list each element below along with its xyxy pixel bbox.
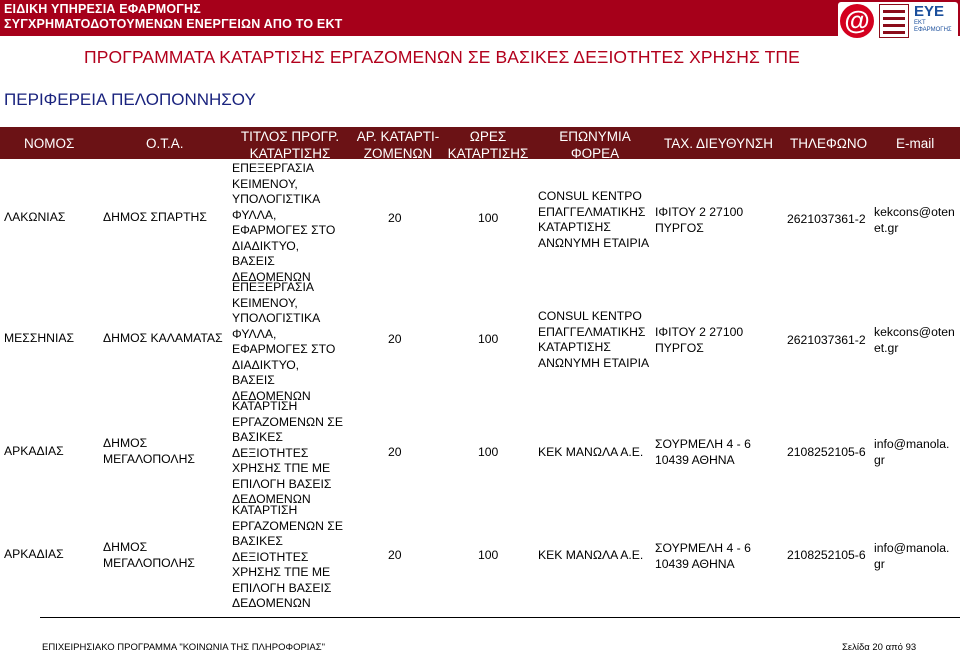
titlos-line: ΔΕΞΙΟΤΗΤΕΣ bbox=[232, 549, 309, 564]
banner-line-2: ΣΥΓΧΡΗΜΑΤΟΔΟΤΟΥΜΕΝΩΝ ΕΝΕΡΓΕΙΩΝ ΑΠΟ ΤΟ ΕΚΤ bbox=[4, 17, 343, 31]
cell-phone: 2621037361-2 bbox=[787, 333, 866, 347]
titlos-line: ΧΡΗΣΗΣ ΤΠΕ ΜΕ bbox=[232, 565, 331, 579]
cell-foreas: ΚΕΚ ΜΑΝΩΛΑ Α.Ε. bbox=[538, 445, 644, 459]
header-ores bbox=[443, 128, 533, 162]
foreas-line: ΚΑΤΑΡΤΙΣΗΣ bbox=[538, 340, 611, 354]
titlos-line: ΕΠΙΛΟΓΗ ΒΑΣΕΙΣ bbox=[232, 580, 332, 595]
ekt-logo-icon bbox=[879, 4, 909, 38]
header-ores-line1: ΩΡΕΣ bbox=[469, 129, 507, 144]
top-banner bbox=[0, 0, 960, 36]
cell-nomos: ΑΡΚΑΔΙΑΣ bbox=[4, 444, 64, 458]
titlos-line: ΕΦΑΡΜΟΓΕΣ ΣΤΟ bbox=[232, 223, 336, 237]
foreas-line: ΚΑΤΑΡΤΙΣΗΣ bbox=[538, 220, 611, 234]
cell-phone: 2621037361-2 bbox=[787, 212, 866, 226]
titlos-line: ΚΑΤΑΡΤΙΣΗ bbox=[232, 399, 298, 413]
titlos-line: ΔΕΞΙΟΤΗΤΕΣ bbox=[232, 445, 309, 460]
titlos-line: ΕΡΓΑΖΟΜΕΝΩΝ ΣΕ bbox=[232, 518, 343, 533]
titlos-line: ΕΠΕΞΕΡΓΑΣΙΑ bbox=[232, 161, 315, 175]
cell-ota bbox=[103, 436, 195, 467]
titlos-line: ΔΕΔΟΜΕΝΩΝ bbox=[232, 388, 311, 403]
email-line: info@manola. bbox=[874, 541, 950, 555]
address-line: ΣΟΥΡΜΕΛΗ 4 - 6 bbox=[655, 437, 751, 451]
header-address: ΤΑΧ. ΔΙΕΥΘΥΝΣΗ bbox=[664, 136, 773, 151]
cell-titlos bbox=[232, 280, 335, 404]
cell-ores: 100 bbox=[478, 548, 499, 562]
titlos-line: ΒΑΣΙΚΕΣ bbox=[232, 534, 283, 548]
titlos-line: ΔΕΔΟΜΕΝΩΝ bbox=[232, 492, 311, 506]
cell-address bbox=[655, 205, 743, 236]
eye-logo-text: EYE bbox=[914, 3, 945, 20]
titlos-line: ΒΑΣΕΙΣ bbox=[232, 254, 275, 268]
address-line: 10439 ΑΘΗΝΑ bbox=[655, 556, 735, 571]
cell-arithmos: 20 bbox=[388, 211, 402, 225]
titlos-line: ΥΠΟΛΟΓΙΣΤΙΚΑ bbox=[232, 311, 321, 325]
cell-email[interactable] bbox=[874, 437, 949, 468]
address-line: ΣΟΥΡΜΕΛΗ 4 - 6 bbox=[655, 541, 751, 555]
header-ores-line2: ΚΑΤΑΡΤΙΣΗΣ bbox=[447, 146, 529, 161]
cell-titlos bbox=[232, 399, 343, 508]
titlos-line: ΧΡΗΣΗΣ ΤΠΕ ΜΕ bbox=[232, 461, 331, 475]
cell-ores: 100 bbox=[478, 332, 499, 346]
footer-page-number: Σελίδα 20 από 93 bbox=[842, 642, 917, 653]
cell-ota bbox=[103, 540, 195, 571]
foreas-line: ΕΠΑΓΓΕΛΜΑΤΙΚΗΣ bbox=[538, 204, 646, 219]
cell-phone: 2108252105-6 bbox=[787, 548, 866, 562]
header-arithmos-line1: ΑΡ. ΚΑΤΑΡΤΙ- bbox=[356, 129, 440, 144]
email-line: kekcons@oten bbox=[874, 325, 955, 339]
titlos-line: ΕΡΓΑΖΟΜΕΝΩΝ ΣΕ bbox=[232, 414, 343, 429]
header-titlos-line2: ΚΑΤΑΡΤΙΣΗΣ bbox=[249, 146, 331, 161]
titlos-line: ΕΠΕΞΕΡΓΑΣΙΑ bbox=[232, 280, 315, 294]
header-ota: Ο.Τ.Α. bbox=[146, 136, 184, 151]
cell-nomos: ΑΡΚΑΔΙΑΣ bbox=[4, 547, 64, 561]
footer-program: ΕΠΙΧΕΙΡΗΣΙΑΚΟ ΠΡΟΓΡΑΜΜΑ "ΚΟΙΝΩΝΙΑ ΤΗΣ ΠΛΗΡΟΦΟΡΙΑΣ" bbox=[42, 642, 326, 653]
cell-ores: 100 bbox=[478, 211, 499, 225]
titlos-line: ΕΦΑΡΜΟΓΕΣ ΣΤΟ bbox=[232, 342, 336, 356]
foreas-line: CONSUL ΚΕΝΤΡΟ bbox=[538, 189, 642, 203]
email-line: et.gr bbox=[874, 220, 899, 235]
cell-foreas: ΚΕΚ ΜΑΝΩΛΑ Α.Ε. bbox=[538, 548, 644, 562]
titlos-line: ΦΥΛΛΑ, bbox=[232, 326, 277, 341]
header-arithmos bbox=[353, 128, 443, 162]
cell-arithmos: 20 bbox=[388, 332, 402, 346]
cell-foreas bbox=[538, 189, 649, 251]
header-foreas bbox=[545, 128, 645, 162]
cell-address bbox=[655, 437, 751, 468]
cell-email[interactable] bbox=[874, 205, 955, 236]
cell-ores: 100 bbox=[478, 445, 499, 459]
titlos-line: ΔΕΔΟΜΕΝΩΝ bbox=[232, 269, 311, 284]
header-phone: ΤΗΛΕΦΩΝΟ bbox=[790, 136, 868, 151]
address-line: ΙΦΙΤΟΥ 2 27100 bbox=[655, 325, 744, 339]
titlos-line: ΒΑΣΕΙΣ bbox=[232, 373, 275, 387]
titlos-line: ΕΠΙΛΟΓΗ ΒΑΣΕΙΣ bbox=[232, 476, 332, 491]
foreas-line: ΑΝΩΝΥΜΗ ΕΤΑΙΡΙΑ bbox=[538, 235, 650, 250]
header-foreas-line1: ΕΠΩΝΥΜΙΑ bbox=[559, 129, 631, 144]
header-foreas-line2: ΦΟΡΕΑ bbox=[570, 146, 620, 161]
cell-arithmos: 20 bbox=[388, 445, 402, 459]
titlos-line: ΚΕΙΜΕΝΟΥ, bbox=[232, 176, 298, 191]
cell-email[interactable] bbox=[874, 325, 955, 356]
eye-logo bbox=[914, 4, 956, 38]
titlos-line: ΒΑΣΙΚΕΣ bbox=[232, 430, 283, 444]
titlos-line: ΥΠΟΛΟΓΙΣΤΙΚΑ bbox=[232, 192, 321, 206]
cell-email[interactable] bbox=[874, 541, 949, 572]
banner-line-1: ΕΙΔΙΚΗ ΥΠΗΡΕΣΙΑ ΕΦΑΡΜΟΓΗΣ bbox=[4, 2, 201, 16]
ota-line: ΜΕΓΑΛΟΠΟΛΗΣ bbox=[103, 555, 195, 570]
titlos-line: ΔΕΔΟΜΕΝΩΝ bbox=[232, 596, 311, 610]
footer-divider bbox=[40, 617, 960, 618]
cell-address bbox=[655, 325, 743, 356]
titlos-line: ΦΥΛΛΑ, bbox=[232, 207, 277, 222]
header-nomos: ΝΟΜΟΣ bbox=[24, 136, 75, 151]
cell-address bbox=[655, 541, 751, 572]
email-line: gr bbox=[874, 452, 885, 467]
eye-logo-subtext: ΕΚΤ ΕΦΑΡΜΟΓΗΣ bbox=[914, 20, 952, 33]
header-email: E-mail bbox=[896, 136, 935, 151]
header-titlos-line1: ΤΙΤΛΟΣ ΠΡΟΓΡ. bbox=[240, 129, 340, 144]
titlos-line: ΚΕΙΜΕΝΟΥ, bbox=[232, 295, 298, 310]
email-line: info@manola. bbox=[874, 437, 950, 451]
email-line: et.gr bbox=[874, 340, 899, 355]
header-arithmos-line2: ΖΟΜΕΝΩΝ bbox=[363, 146, 433, 161]
header-titlos bbox=[235, 128, 345, 162]
cell-ota: ΔΗΜΟΣ ΚΑΛΑΜΑΤΑΣ bbox=[103, 331, 223, 345]
address-line: ΙΦΙΤΟΥ 2 27100 bbox=[655, 205, 744, 219]
ota-line: ΔΗΜΟΣ bbox=[103, 436, 148, 450]
email-line: gr bbox=[874, 556, 885, 571]
region-title: ΠΕΡΙΦΕΡΕΙΑ ΠΕΛΟΠΟΝΝΗΣΟΥ bbox=[4, 90, 256, 109]
foreas-line: CONSUL ΚΕΝΤΡΟ bbox=[538, 309, 642, 323]
cell-phone: 2108252105-6 bbox=[787, 445, 866, 459]
address-line: 10439 ΑΘΗΝΑ bbox=[655, 452, 735, 467]
cell-foreas bbox=[538, 309, 649, 371]
cell-titlos bbox=[232, 161, 335, 285]
cell-ota: ΔΗΜΟΣ ΣΠΑΡΤΗΣ bbox=[103, 210, 207, 224]
ota-line: ΔΗΜΟΣ bbox=[103, 540, 148, 554]
address-line: ΠΥΡΓΟΣ bbox=[655, 340, 704, 355]
email-line: kekcons@oten bbox=[874, 205, 955, 219]
page-title: ΠΡΟΓΡΑΜΜΑΤΑ ΚΑΤΑΡΤΙΣΗΣ ΕΡΓΑΖΟΜΕΝΩΝ ΣΕ ΒΑΣΙΚΕΣ ΔΕΞΙΟΤΗΤΕΣ ΧΡΗΣΗΣ ΤΠΕ bbox=[84, 47, 800, 67]
foreas-line: ΑΝΩΝΥΜΗ ΕΤΑΙΡΙΑ bbox=[538, 355, 650, 370]
at-logo-icon: @ bbox=[840, 4, 874, 38]
ota-line: ΜΕΓΑΛΟΠΟΛΗΣ bbox=[103, 451, 195, 466]
cell-titlos bbox=[232, 503, 343, 612]
cell-nomos: ΜΕΣΣΗΝΙΑΣ bbox=[4, 331, 75, 345]
address-line: ΠΥΡΓΟΣ bbox=[655, 220, 704, 235]
cell-arithmos: 20 bbox=[388, 548, 402, 562]
foreas-line: ΕΠΑΓΓΕΛΜΑΤΙΚΗΣ bbox=[538, 324, 646, 339]
titlos-line: ΔΙΑΔΙΚΤΥΟ, bbox=[232, 357, 300, 372]
titlos-line: ΚΑΤΑΡΤΙΣΗ bbox=[232, 503, 298, 517]
cell-nomos: ΛΑΚΩΝΙΑΣ bbox=[4, 210, 66, 224]
titlos-line: ΔΙΑΔΙΚΤΥΟ, bbox=[232, 238, 300, 253]
logo-group bbox=[838, 2, 958, 40]
